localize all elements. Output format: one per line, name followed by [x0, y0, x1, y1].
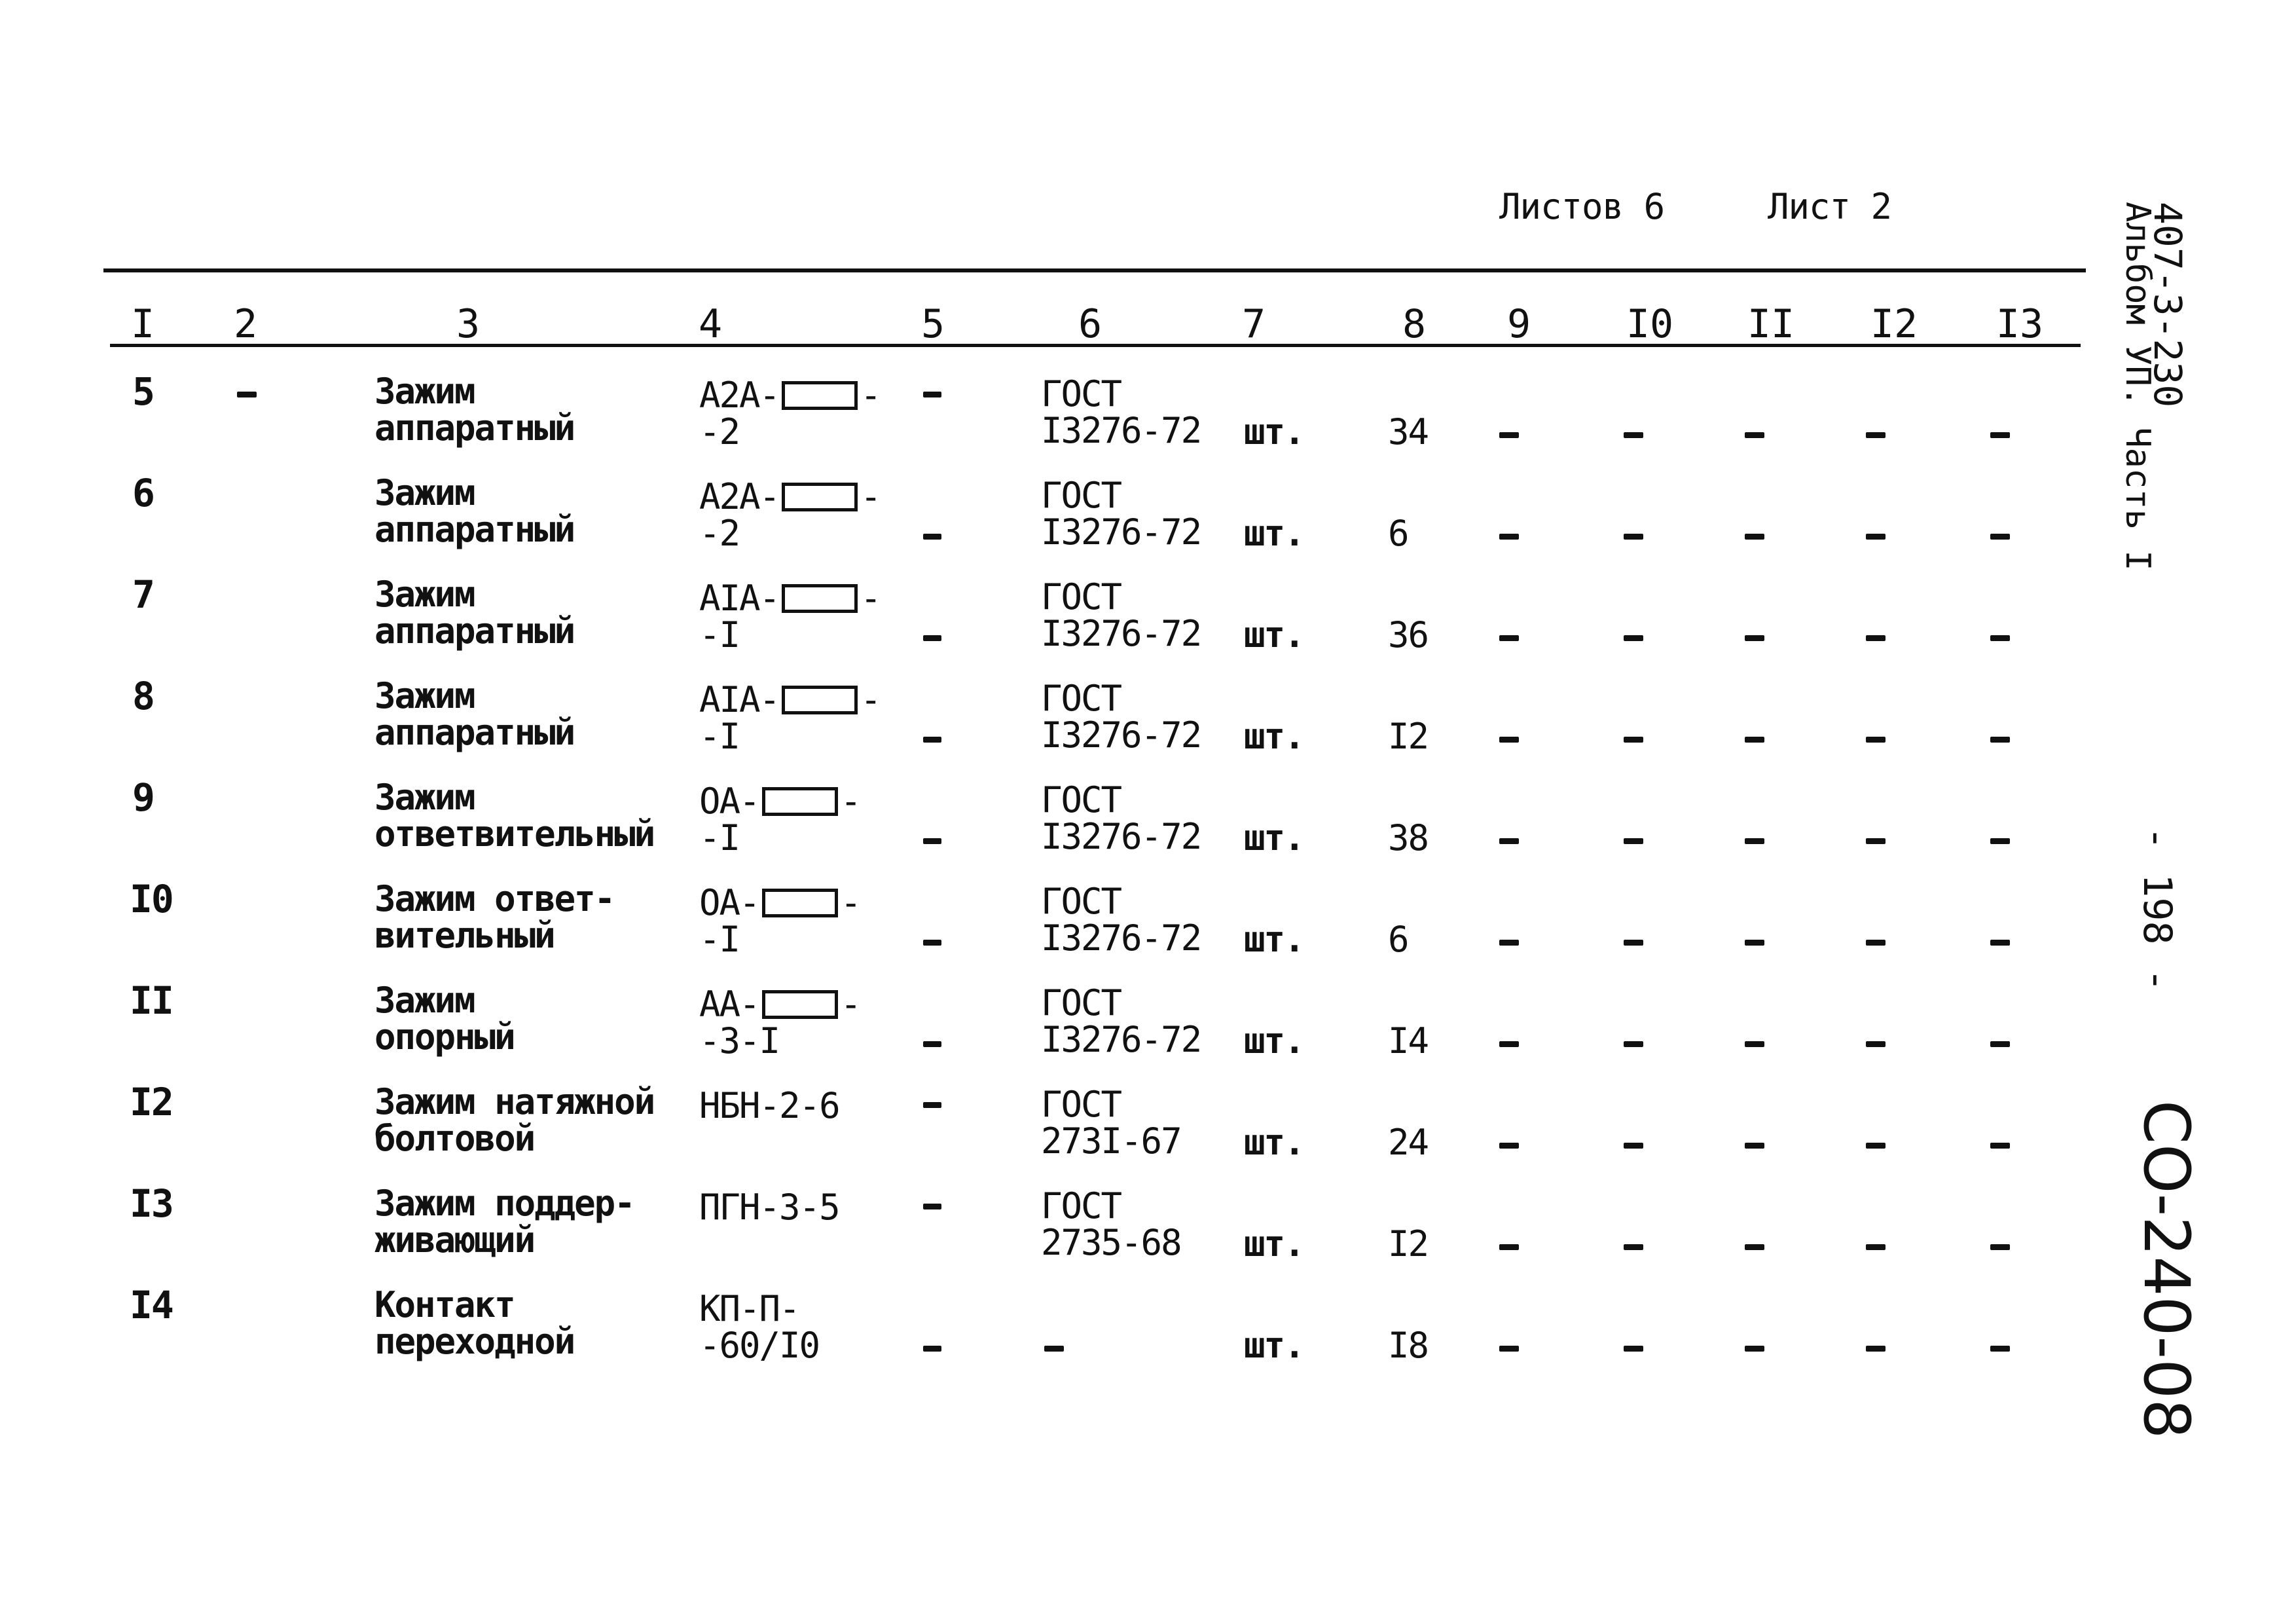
gost-standard [1041, 883, 1201, 957]
quantity: I2 [1388, 1223, 1429, 1264]
sheets-total: Листов 6 [1499, 186, 1665, 227]
gost-standard [1041, 373, 1201, 451]
col13-dash [1990, 635, 2010, 641]
gost-standard [1041, 1185, 1181, 1263]
col9-dash [1499, 940, 1519, 946]
item-name-line: болтовой [374, 1118, 535, 1159]
item-name-line: аппаратный [374, 712, 575, 753]
item-type [699, 377, 881, 451]
column-header: 9 [1506, 301, 1531, 347]
column-header: I [130, 301, 155, 347]
gost-standard-line: 273I-67 [1041, 1120, 1181, 1162]
row-number: I0 [130, 877, 173, 921]
item-type-line: АIА- - [699, 679, 881, 720]
col10-dash [1624, 940, 1643, 946]
gost-standard-line: 2735-68 [1041, 1222, 1181, 1263]
top-rule [103, 268, 2086, 272]
col5-dash [923, 392, 941, 397]
row-number: 6 [132, 471, 154, 515]
gost-standard-line: I3276-72 [1041, 816, 1201, 857]
gost-standard-line: ГОСТ [1041, 576, 1121, 618]
gost-standard-line: I3276-72 [1041, 511, 1201, 553]
item-name-line: Зажим [374, 472, 475, 513]
col12-dash [1866, 737, 1886, 743]
item-type-line: -2 [699, 411, 740, 452]
gost-standard [1041, 982, 1201, 1060]
col9-dash [1499, 1346, 1519, 1352]
col9-dash [1499, 534, 1519, 540]
row-number: I3 [130, 1181, 173, 1226]
col5-dash [923, 940, 941, 946]
col13-dash [1990, 1143, 2010, 1149]
item-name-line: Зажим [374, 371, 475, 412]
gost-standard-line: ГОСТ [1041, 678, 1121, 719]
item-type [699, 580, 881, 654]
unit: шт. [1244, 614, 1304, 655]
size-placeholder-box [762, 787, 838, 816]
column-header: I3 [1995, 301, 2044, 347]
gost-standard-line: I3276-72 [1041, 410, 1201, 451]
unit: шт. [1244, 1020, 1304, 1061]
col12-dash [1866, 1244, 1886, 1250]
item-name-line: аппаратный [374, 407, 575, 449]
col5-dash [923, 737, 941, 743]
gost-standard-line: ГОСТ [1041, 373, 1121, 415]
size-placeholder-box [782, 584, 858, 613]
size-placeholder-box [782, 686, 858, 714]
col10-dash [1624, 635, 1643, 641]
col10-dash [1624, 1244, 1643, 1250]
item-type-line: -I [699, 817, 740, 858]
col13-dash [1990, 1041, 2010, 1047]
item-type-line: -I [699, 614, 740, 655]
unit: шт. [1244, 919, 1304, 960]
gost-standard-line: I3276-72 [1041, 1019, 1201, 1060]
row-number: 9 [132, 775, 154, 820]
item-type [699, 476, 881, 554]
item-type-line: -3-I [699, 1020, 780, 1061]
item-name [374, 1185, 634, 1259]
item-name-line: Контакт [374, 1284, 515, 1325]
col5-dash [923, 1346, 941, 1352]
item-name-line: живающий [374, 1219, 535, 1261]
gost-standard-line: ГОСТ [1041, 1185, 1121, 1227]
page-number: - 198 - [2134, 826, 2180, 992]
col11-dash [1745, 838, 1764, 844]
unit: шт. [1244, 716, 1304, 757]
item-type-line: АА- - [699, 984, 861, 1025]
col10-dash [1624, 432, 1643, 438]
item-type-line: -I [699, 716, 740, 757]
col11-dash [1745, 1244, 1764, 1250]
row-number: 8 [132, 674, 154, 718]
item-name [374, 373, 574, 447]
gost-standard [1041, 576, 1201, 654]
gost-standard-line: I3276-72 [1041, 714, 1201, 756]
quantity: 6 [1388, 513, 1408, 554]
hyphen: - [840, 882, 861, 923]
hyphen: - [840, 781, 861, 822]
item-type-line: НБН-2-6 [699, 1085, 839, 1126]
col11-dash [1745, 534, 1764, 540]
item-type-line: КП-П- [699, 1288, 799, 1329]
col11-dash [1745, 940, 1764, 946]
quantity: I4 [1388, 1020, 1429, 1061]
hyphen: - [860, 375, 881, 416]
item-type [699, 783, 860, 857]
item-type [699, 1085, 839, 1126]
item-name-line: Зажим [374, 574, 475, 615]
gost-standard-line: I3276-72 [1041, 613, 1201, 654]
col12-dash [1866, 1346, 1886, 1352]
col5-dash [923, 534, 941, 540]
item-type [699, 986, 860, 1060]
col9-dash [1499, 1143, 1519, 1149]
size-placeholder-box [782, 483, 858, 511]
col11-dash [1745, 1143, 1764, 1149]
item-name-line: Зажим поддер- [374, 1183, 634, 1224]
col9-dash [1499, 635, 1519, 641]
quantity: I2 [1388, 716, 1429, 757]
album-part: Альбом УП. Часть I [2118, 202, 2157, 571]
size-placeholder-box [762, 990, 838, 1019]
col11-dash [1745, 1041, 1764, 1047]
item-name-line: Зажим натяжной [374, 1081, 655, 1122]
item-name-line: Зажим ответ- [374, 878, 615, 919]
item-name-line: Зажим [374, 980, 475, 1021]
item-type-line: ОА- - [699, 781, 861, 822]
col12-dash [1866, 1041, 1886, 1047]
item-name-line: ответвительный [374, 813, 655, 855]
gost-standard [1041, 477, 1201, 551]
item-type-line: А2А- - [699, 375, 881, 416]
hyphen: - [860, 578, 881, 619]
item-name-line: аппаратный [374, 610, 575, 652]
item-type-line: -I [699, 919, 740, 960]
item-name-line: Зажим [374, 675, 475, 716]
item-type [699, 1189, 839, 1226]
unit: шт. [1244, 1325, 1304, 1366]
unit: шт. [1244, 1223, 1304, 1264]
hyphen: - [860, 679, 881, 720]
document-code: СО-240-08 [2130, 1100, 2203, 1439]
row-number: 5 [132, 369, 154, 414]
item-name [374, 1081, 655, 1159]
item-name [374, 675, 575, 753]
row-number: II [130, 978, 173, 1023]
col13-dash [1990, 1244, 2010, 1250]
col10-dash [1624, 1346, 1643, 1352]
item-name [374, 982, 515, 1056]
column-header: 7 [1241, 301, 1266, 347]
item-name [374, 1284, 575, 1362]
item-name-line: вительный [374, 915, 555, 956]
col13-dash [1990, 1346, 2010, 1352]
col13-dash [1990, 838, 2010, 844]
col10-dash [1624, 737, 1643, 743]
gost-standard [1041, 779, 1201, 857]
row-number: 7 [132, 572, 154, 617]
col5-dash [923, 838, 941, 844]
unit: шт. [1244, 1122, 1304, 1163]
col11-dash [1745, 1346, 1764, 1352]
item-name [374, 576, 574, 650]
gost-standard [1041, 1086, 1181, 1160]
col12-dash [1866, 838, 1886, 844]
item-type [699, 882, 861, 960]
col5-dash [923, 1204, 941, 1209]
gost-standard-line: I3276-72 [1041, 917, 1201, 959]
item-type-line: -2 [699, 513, 740, 554]
col2-dash [237, 392, 257, 397]
col13-dash [1990, 940, 2010, 946]
item-name-line: переходной [374, 1321, 575, 1362]
row-number: I4 [130, 1283, 173, 1327]
col11-dash [1745, 737, 1764, 743]
column-header: I0 [1626, 301, 1674, 347]
gost-standard-line: ГОСТ [1041, 1084, 1121, 1125]
col5-dash [923, 1041, 941, 1047]
col5-dash [923, 635, 941, 641]
column-header: 8 [1402, 301, 1427, 347]
col9-dash [1499, 737, 1519, 743]
item-type-line: -60/I0 [699, 1325, 820, 1366]
item-type-line: АIА- - [699, 578, 881, 619]
col12-dash [1866, 534, 1886, 540]
col9-dash [1499, 838, 1519, 844]
column-header: 6 [1078, 301, 1102, 347]
col13-dash [1990, 432, 2010, 438]
gost-standard [1041, 680, 1201, 754]
col13-dash [1990, 737, 2010, 743]
col5-dash [923, 1102, 941, 1108]
hyphen: - [860, 476, 881, 517]
quantity: 38 [1388, 817, 1429, 858]
item-name [374, 878, 615, 956]
gost-standard-line: ГОСТ [1041, 881, 1121, 922]
column-header: 4 [698, 301, 723, 347]
row-number: I2 [130, 1080, 173, 1124]
unit: шт. [1244, 817, 1304, 858]
col12-dash [1866, 1143, 1886, 1149]
album-code: 407-3-230 [2145, 202, 2190, 408]
size-placeholder-box [762, 889, 838, 917]
item-type-line: ПГН-3-5 [699, 1187, 839, 1228]
hyphen: - [840, 984, 861, 1025]
item-name-line: аппаратный [374, 509, 575, 550]
column-header: 2 [233, 301, 258, 347]
col6-dash [1044, 1346, 1064, 1352]
col11-dash [1745, 635, 1764, 641]
col12-dash [1866, 635, 1886, 641]
item-type [699, 679, 881, 757]
gost-standard-line: ГОСТ [1041, 779, 1121, 821]
column-header: 5 [920, 301, 945, 347]
col11-dash [1745, 432, 1764, 438]
size-placeholder-box [782, 381, 858, 410]
col13-dash [1990, 534, 2010, 540]
gost-standard-line: ГОСТ [1041, 475, 1121, 516]
item-type-line: А2А- - [699, 476, 881, 517]
item-name-line: Зажим [374, 777, 475, 818]
col10-dash [1624, 838, 1643, 844]
col12-dash [1866, 432, 1886, 438]
col9-dash [1499, 1244, 1519, 1250]
unit: шт. [1244, 411, 1304, 452]
col9-dash [1499, 432, 1519, 438]
col10-dash [1624, 1041, 1643, 1047]
unit: шт. [1244, 513, 1304, 554]
sheet-number: Лист 2 [1768, 186, 1892, 227]
item-name [374, 779, 654, 853]
col9-dash [1499, 1041, 1519, 1047]
col12-dash [1866, 940, 1886, 946]
quantity: I8 [1388, 1325, 1429, 1366]
col10-dash [1624, 534, 1643, 540]
column-header: 3 [456, 301, 481, 347]
quantity: 34 [1388, 411, 1429, 452]
quantity: 6 [1388, 919, 1408, 960]
item-name-line: опорный [374, 1016, 515, 1058]
quantity: 36 [1388, 614, 1429, 655]
col10-dash [1624, 1143, 1643, 1149]
column-header: I2 [1870, 301, 1918, 347]
item-name [374, 472, 575, 550]
column-header: II [1747, 301, 1795, 347]
item-type-line: ОА- - [699, 882, 861, 923]
gost-standard-line: ГОСТ [1041, 982, 1121, 1024]
item-type [699, 1288, 820, 1366]
quantity: 24 [1388, 1122, 1429, 1163]
